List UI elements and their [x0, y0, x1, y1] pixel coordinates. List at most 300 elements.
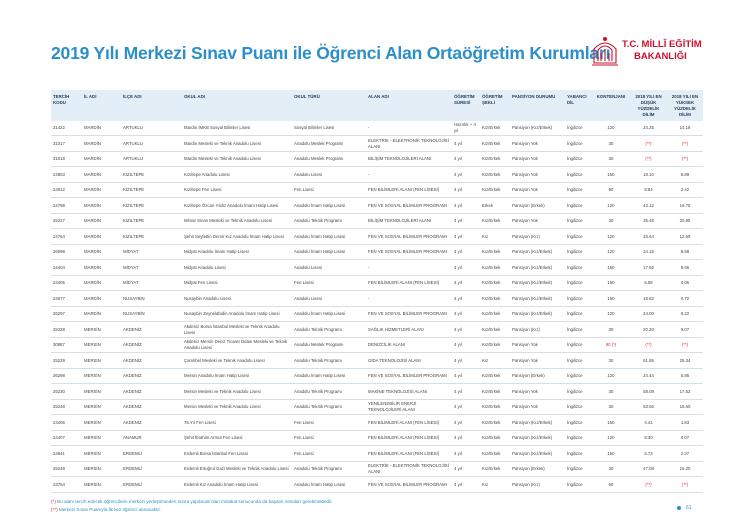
table-cell: MERSİN: [82, 399, 121, 415]
column-header: İLÇE ADI: [121, 90, 182, 121]
table-cell: Kız/Erkek: [480, 322, 510, 338]
table-cell: İngilizce: [565, 213, 592, 229]
table-cell: Erkek: [480, 198, 510, 214]
table-row: [51, 306, 703, 322]
table-cell: (**): [667, 151, 703, 167]
table-cell: Nusaybin Anadolu Lisesi: [182, 291, 292, 307]
schools-table: [51, 90, 703, 493]
table-cell: İngilizce: [565, 446, 592, 462]
table-cell: BİLİŞİM TEKNOLOJİLERİ ALANI: [366, 151, 452, 167]
table-cell: Kız/Erkek: [480, 275, 510, 291]
table-cell: Fen Lisesi: [292, 446, 366, 462]
table-cell: Kız/Erkek: [480, 167, 510, 183]
table-cell: 4 yıl: [452, 136, 480, 152]
table-cell: Kız/Erkek: [480, 260, 510, 276]
table-row: [51, 275, 703, 291]
column-header: TERCİH KODU: [51, 90, 82, 121]
table-cell: 33.64: [630, 229, 667, 245]
ministry-logo: [590, 33, 702, 69]
table-cell: Fen Lisesi: [292, 415, 366, 431]
column-header: İL ADI: [82, 90, 121, 121]
table-cell: 20.20: [630, 322, 667, 338]
table-cell: Nusaybin Zeynelabidin Anadolu İmam Hatip Lisesi: [182, 306, 292, 322]
table-cell: İngilizce: [565, 244, 592, 260]
table-cell: MERSİN: [82, 384, 121, 400]
table-cell: AKDENİZ: [121, 399, 182, 415]
table-cell: Kızıltepe Fen Lisesi: [182, 182, 292, 198]
table-cell: Pansiyon (Kız/Erkek): [510, 244, 565, 260]
table-cell: 1.83: [667, 415, 703, 431]
column-header: OKUL TÜRÜ: [292, 90, 366, 121]
table-cell: 15.20: [667, 461, 703, 477]
table-cell: 24.18: [630, 244, 667, 260]
table-cell: 8.89: [667, 167, 703, 183]
table-cell: 25228: [51, 322, 82, 338]
table-cell: 4 yıl: [452, 368, 480, 384]
table-cell: Anadolu İmam Hatip Lisesi: [292, 198, 366, 214]
table-cell: -: [366, 260, 452, 276]
table-cell: 43.12: [630, 198, 667, 214]
table-cell: 30: [592, 353, 630, 369]
table-cell: 4 yıl: [452, 198, 480, 214]
table-cell: 61.65: [630, 353, 667, 369]
table-cell: 35.48: [630, 213, 667, 229]
footnote-1-text: Bu alanı tercih edecek öğrencilerin merkezi yerleştirmeden sonra yapılacak olan mülakat sonucunda da başarılı olmaları gerekmektedir.: [55, 499, 333, 504]
table-cell: Pansiyon (Erkek): [510, 461, 565, 477]
table-cell: 17.53: [667, 384, 703, 400]
table-cell: KIZILTEPE: [121, 229, 182, 245]
table-row: [51, 244, 703, 260]
table-cell: FEN BİLİMLERİ ALANI (FEN LİSESİ): [366, 275, 452, 291]
table-cell: 31018: [51, 151, 82, 167]
table-cell: 8.22: [667, 306, 703, 322]
table-cell: İngilizce: [565, 136, 592, 152]
table-cell: FEN VE SOSYAL BİLİMLER PROGRAMI: [366, 306, 452, 322]
table-cell: 4 yıl: [452, 461, 480, 477]
column-header: PANSİYON DURUMU: [510, 90, 565, 121]
table-cell: 0.72: [667, 291, 703, 307]
table-cell: 150: [592, 291, 630, 307]
table-cell: Şehit İbrahim Armut Fen Lisesi: [182, 430, 292, 446]
table-cell: Kız: [480, 477, 510, 493]
table-cell: 25227: [51, 213, 82, 229]
table-cell: 24405: [51, 275, 82, 291]
table-cell: 8.58: [667, 244, 703, 260]
table-cell: 120: [592, 306, 630, 322]
table-cell: MARDİN: [82, 121, 121, 136]
table-cell: 120: [592, 244, 630, 260]
table-cell: Pansiyon (Kız): [510, 477, 565, 493]
table-cell: Mersin Mesleki ve Teknik Anadolu Lisesi: [182, 399, 292, 415]
table-cell: 30: [592, 384, 630, 400]
table-cell: 0.07: [667, 430, 703, 446]
table-cell: 4 yıl: [452, 430, 480, 446]
table-cell: AKDENİZ: [121, 384, 182, 400]
table-cell: 4 yıl: [452, 477, 480, 493]
table-cell: 24798: [51, 198, 82, 214]
table-cell: 9.07: [667, 322, 703, 338]
table-cell: MARDİN: [82, 167, 121, 183]
table-cell: Anadolu Teknik Programı: [292, 399, 366, 415]
table-cell: 75.Yıl Fen Lisesi: [182, 415, 292, 431]
table-cell: MARDİN: [82, 213, 121, 229]
table-cell: MAKİNE TEKNOLOJİSİ ALANI: [366, 384, 452, 400]
table-body: [51, 121, 703, 493]
table-cell: 26298: [51, 368, 82, 384]
table-cell: 8.30: [630, 430, 667, 446]
footnote-2-marker: (**): [51, 507, 58, 512]
table-cell: İngilizce: [565, 291, 592, 307]
table-cell: 30: [592, 151, 630, 167]
table-cell: Mardin İMKB Sosyal Bilimler Lisesi: [182, 121, 292, 136]
table-cell: MERSİN: [82, 337, 121, 353]
table-cell: 16.75: [667, 198, 703, 214]
table-cell: 14.18: [667, 121, 703, 136]
table-cell: İngilizce: [565, 322, 592, 338]
table-cell: Pansiyon (Kız/Erkek): [510, 275, 565, 291]
table-cell: Pansiyon (Kız/Erkek): [510, 121, 565, 136]
table-cell: 8.66: [667, 260, 703, 276]
table-cell: İngilizce: [565, 415, 592, 431]
column-header: ÖĞRETİM ŞEKLİ: [480, 90, 510, 121]
table-cell: MARDİN: [82, 291, 121, 307]
table-cell: Şehit Seyfettin Demir Kız Anadolu İmam Hatip Lisesi: [182, 229, 292, 245]
table-cell: AKDENİZ: [121, 353, 182, 369]
table-cell: Kız/Erkek: [480, 415, 510, 431]
column-header: ÖĞRETİM SÜRESİ: [452, 90, 480, 121]
table-cell: 4.41: [630, 415, 667, 431]
table-cell: Kız/Erkek: [480, 136, 510, 152]
table-row: [51, 322, 703, 338]
table-cell: FEN VE SOSYAL BİLİMLER PROGRAMI: [366, 244, 452, 260]
table-cell: KIZILTEPE: [121, 213, 182, 229]
table-cell: Pansiyon (Kız): [510, 229, 565, 245]
table-cell: 120: [592, 430, 630, 446]
table-cell: 18.10: [630, 167, 667, 183]
table-row: [51, 291, 703, 307]
table-cell: 4 yıl: [452, 244, 480, 260]
table-cell: Fen Lisesi: [292, 275, 366, 291]
table-cell: 58.08: [630, 384, 667, 400]
table-cell: AKDENİZ: [121, 415, 182, 431]
table-cell: 60: [592, 477, 630, 493]
table-cell: MERSİN: [82, 477, 121, 493]
table-cell: Kız/Erkek: [480, 306, 510, 322]
table-cell: Mersin Mesleki ve Teknik Anadolu Lisesi: [182, 384, 292, 400]
table-cell: Pansiyon (Kız/Erkek): [510, 291, 565, 307]
table-cell: 25.34: [667, 353, 703, 369]
table-row: [51, 337, 703, 353]
table-cell: Kız/Erkek: [480, 244, 510, 260]
table-cell: Pansiyon Yok: [510, 213, 565, 229]
table-cell: Kız/Erkek: [480, 121, 510, 136]
table-cell: İngilizce: [565, 121, 592, 136]
table-cell: İngilizce: [565, 182, 592, 198]
table-row: [51, 368, 703, 384]
table-cell: Sosyal Bilimler Lisesi: [292, 121, 366, 136]
table-row: [51, 446, 703, 462]
table-cell: KIZILTEPE: [121, 182, 182, 198]
table-cell: Pansiyon Yok: [510, 136, 565, 152]
table-cell: Kız/Erkek: [480, 291, 510, 307]
table-cell: 4 yıl: [452, 213, 480, 229]
table-cell: 24.00: [630, 306, 667, 322]
table-cell: 24407: [51, 430, 82, 446]
table-cell: 4 yıl: [452, 446, 480, 462]
table-row: [51, 213, 703, 229]
table-cell: FEN VE SOSYAL BİLİMLER PROGRAMI: [366, 198, 452, 214]
table-cell: (**): [630, 337, 667, 353]
table-cell: İngilizce: [565, 461, 592, 477]
table-cell: MİDYAT: [121, 244, 182, 260]
table-cell: FEN VE SOSYAL BİLİMLER PROGRAMI: [366, 368, 452, 384]
page-title: 2019 Yılı Merkezi Sınav Puanı ile Öğrenci Alan Ortaöğretim Kurumları: [51, 43, 611, 63]
table-cell: 90 (*): [592, 337, 630, 353]
table-cell: 150: [592, 260, 630, 276]
table-cell: 24.44: [630, 368, 667, 384]
table-cell: 4 yıl: [452, 384, 480, 400]
column-header: OKUL ADI: [182, 90, 292, 121]
table-cell: 4 yıl: [452, 291, 480, 307]
table-cell: 24812: [51, 182, 82, 198]
ministry-emblem-icon: [590, 33, 620, 69]
table-cell: MARDİN: [82, 229, 121, 245]
table-cell: İngilizce: [565, 477, 592, 493]
table-cell: -: [366, 291, 452, 307]
table-cell: 4 yıl: [452, 229, 480, 245]
table-row: [51, 151, 703, 167]
table-cell: Pansiyon (Kız/Erkek): [510, 446, 565, 462]
table-row: [51, 430, 703, 446]
table-cell: 53.66: [630, 399, 667, 415]
table-cell: 24841: [51, 446, 82, 462]
table-cell: FEN BİLİMLERİ ALANI (FEN LİSESİ): [366, 446, 452, 462]
table-cell: 6.58: [630, 275, 667, 291]
table-cell: İngilizce: [565, 430, 592, 446]
table-cell: (**): [630, 151, 667, 167]
table-cell: FEN VE SOSYAL BİLİMLER PROGRAMI: [366, 477, 452, 493]
table-cell: İngilizce: [565, 229, 592, 245]
table-cell: (**): [630, 477, 667, 493]
table-cell: MERSİN: [82, 430, 121, 446]
table-cell: Fen Lisesi: [292, 430, 366, 446]
table-cell: 17.92: [630, 260, 667, 276]
table-cell: Kız/Erkek: [480, 151, 510, 167]
table-header-row: [51, 90, 703, 121]
table-cell: ERDEMLİ: [121, 477, 182, 493]
table-cell: 90: [592, 182, 630, 198]
table-cell: Kız/Erkek: [480, 337, 510, 353]
table-cell: MİDYAT: [121, 275, 182, 291]
table-cell: MARDİN: [82, 198, 121, 214]
table-cell: İngilizce: [565, 151, 592, 167]
table-row: [51, 477, 703, 493]
table-cell: MARDİN: [82, 275, 121, 291]
table-cell: 12.69: [667, 229, 703, 245]
table-row: [51, 399, 703, 415]
table-cell: İngilizce: [565, 368, 592, 384]
table-row: [51, 461, 703, 477]
table-cell: MARDİN: [82, 151, 121, 167]
table-cell: 120: [592, 121, 630, 136]
table-cell: FEN BİLİMLERİ ALANI (FEN LİSESİ): [366, 415, 452, 431]
table-cell: ERDEMLİ: [121, 461, 182, 477]
table-cell: FEN BİLİMLERİ ALANI (FEN LİSESİ): [366, 430, 452, 446]
table-cell: MARDİN: [82, 182, 121, 198]
table-cell: 150: [592, 275, 630, 291]
table-cell: Anadolu Lisesi: [292, 167, 366, 183]
table-cell: İngilizce: [565, 384, 592, 400]
table-cell: Kız/Erkek: [480, 399, 510, 415]
table-cell: MERSİN: [82, 353, 121, 369]
table-cell: 24677: [51, 291, 82, 307]
table-cell: 25230: [51, 384, 82, 400]
footnote-2: [51, 507, 161, 512]
table-cell: MERSİN: [82, 461, 121, 477]
table-cell: Erdemli Borsa İstanbul Fen Lisesi: [182, 446, 292, 462]
table-row: [51, 167, 703, 183]
table-cell: Pansiyon (Kız): [510, 322, 565, 338]
table-cell: Anadolu Teknik Programı: [292, 461, 366, 477]
table-cell: Akdeniz Mersin Deniz Ticaret Odası Mesleki ve Teknik Anadolu Lisesi: [182, 337, 292, 353]
table-cell: BİLİŞİM TEKNOLOJİLERİ ALANI: [366, 213, 452, 229]
table-cell: ERDEMLİ: [121, 446, 182, 462]
table-cell: Pansiyon (Kız/Erkek): [510, 260, 565, 276]
table-cell: (**): [667, 477, 703, 493]
table-cell: ARTUKLU: [121, 151, 182, 167]
table-row: [51, 136, 703, 152]
table-cell: Anadolu Lisesi: [292, 291, 366, 307]
table-cell: 6.73: [630, 446, 667, 462]
table-cell: AKDENİZ: [121, 337, 182, 353]
table-cell: ELEKTRİK - ELEKTRONİK TEKNOLOJİSİ ALANI: [366, 136, 452, 152]
table-cell: 30887: [51, 337, 82, 353]
table-row: [51, 260, 703, 276]
table-cell: 26297: [51, 306, 82, 322]
table-cell: 4 yıl: [452, 275, 480, 291]
table-cell: 24803: [51, 167, 82, 183]
table-cell: MERSİN: [82, 368, 121, 384]
table-cell: Akdeniz Borsa İstanbul Mesleki ve Teknik Anadolu Lisesi: [182, 322, 292, 338]
table-cell: 5.85: [667, 368, 703, 384]
table-cell: Mimar Sinan Mesleki ve Teknik Anadolu Lisesi: [182, 213, 292, 229]
table-cell: Hazırlık + 4 yıl: [452, 121, 480, 136]
table-cell: ANAMUR: [121, 430, 182, 446]
column-header: ALAN ADI: [366, 90, 452, 121]
table-row: [51, 353, 703, 369]
table-cell: 20.85: [667, 213, 703, 229]
table-cell: 150: [592, 415, 630, 431]
table-cell: ARTUKLU: [121, 121, 182, 136]
table-cell: 120: [592, 368, 630, 384]
table-cell: Kız/Erkek: [480, 430, 510, 446]
table-cell: Anadolu Teknik Programı: [292, 322, 366, 338]
footnote-1-marker: (*): [51, 499, 56, 504]
logo-line2: BAKANLIĞI: [634, 51, 687, 62]
table-cell: Pansiyon Yok: [510, 353, 565, 369]
table-cell: 4 yıl: [452, 353, 480, 369]
table-row: [51, 415, 703, 431]
table-cell: Kız/Erkek: [480, 446, 510, 462]
table-cell: 30: [592, 461, 630, 477]
table-cell: AKDENİZ: [121, 368, 182, 384]
table-cell: 150: [592, 446, 630, 462]
table-cell: NUSAYBİN: [121, 306, 182, 322]
table-row: [51, 182, 703, 198]
table-cell: FEN BİLİMLERİ ALANI (FEN LİSESİ): [366, 182, 452, 198]
table-cell: (**): [667, 337, 703, 353]
table-cell: 21422: [51, 121, 82, 136]
table-cell: MARDİN: [82, 306, 121, 322]
table-cell: Anadolu Teknik Programı: [292, 353, 366, 369]
table-cell: MERSİN: [82, 446, 121, 462]
table-cell: 24406: [51, 415, 82, 431]
table-cell: Mardin Mesleki ve Teknik Anadolu Lisesi: [182, 151, 292, 167]
table-cell: 2.42: [667, 182, 703, 198]
table-cell: İngilizce: [565, 353, 592, 369]
table-cell: Anadolu İmam Hatip Lisesi: [292, 477, 366, 493]
table-cell: Kız: [480, 229, 510, 245]
table-cell: MERSİN: [82, 415, 121, 431]
page-number: 61: [686, 505, 692, 511]
table-cell: 30: [592, 213, 630, 229]
table-cell: -: [366, 121, 452, 136]
table-cell: 120: [592, 198, 630, 214]
table-cell: 24.25: [630, 121, 667, 136]
table-cell: İngilizce: [565, 167, 592, 183]
table-cell: 0.05: [667, 275, 703, 291]
column-header: 2018 YILI EN YÜKSEK YÜZDELİK DİLİM: [667, 90, 703, 121]
table-cell: 4 yıl: [452, 415, 480, 431]
table-cell: FEN VE SOSYAL BİLİMLER PROGRAMI: [366, 229, 452, 245]
column-header: 2018 YILI EN DÜŞÜK YÜZDELİK DİLİM: [630, 90, 667, 121]
table-cell: Anadolu Lisesi: [292, 260, 366, 276]
table-cell: 30: [592, 322, 630, 338]
table-cell: Kızıltepe Anadolu Lisesi: [182, 167, 292, 183]
table-cell: AKDENİZ: [121, 322, 182, 338]
table-cell: 25249: [51, 461, 82, 477]
table-cell: Kız/Erkek: [480, 384, 510, 400]
table-cell: (**): [667, 136, 703, 152]
table-cell: 4 yıl: [452, 167, 480, 183]
table-cell: İngilizce: [565, 337, 592, 353]
table-cell: Pansiyon (Kız/Erkek): [510, 430, 565, 446]
table-cell: Anadolu İmam Hatip Lisesi: [292, 244, 366, 260]
table-cell: Kız/Erkek: [480, 182, 510, 198]
table-cell: -: [366, 167, 452, 183]
table-cell: Kız/Erkek: [480, 213, 510, 229]
table-cell: Kız: [480, 353, 510, 369]
page-dot-icon: [677, 506, 681, 510]
table-cell: Anadolu Meslek Programı: [292, 136, 366, 152]
table-cell: Anadolu Meslek Programı: [292, 151, 366, 167]
table-cell: 24764: [51, 229, 82, 245]
table-row: [51, 121, 703, 136]
table-cell: Erdemli Kız Anadolu İmam Hatip Lisesi: [182, 477, 292, 493]
table-cell: SAĞLIK HİZMETLERİ ALANI: [366, 322, 452, 338]
table-cell: Çamlıbel Mesleki ve Teknik Anadolu Lisesi: [182, 353, 292, 369]
table-cell: Kız/Erkek: [480, 461, 510, 477]
table-cell: Anadolu İmam Hatip Lisesi: [292, 368, 366, 384]
table-cell: 4 yıl: [452, 322, 480, 338]
table-cell: Pansiyon Yok: [510, 384, 565, 400]
table-cell: 30: [592, 399, 630, 415]
table-cell: MARDİN: [82, 244, 121, 260]
table-cell: 30: [592, 136, 630, 152]
table-cell: 150: [592, 167, 630, 183]
table-cell: Mardin Mesleki ve Teknik Anadolu Lisesi: [182, 136, 292, 152]
table-cell: Pansiyon Yok: [510, 151, 565, 167]
